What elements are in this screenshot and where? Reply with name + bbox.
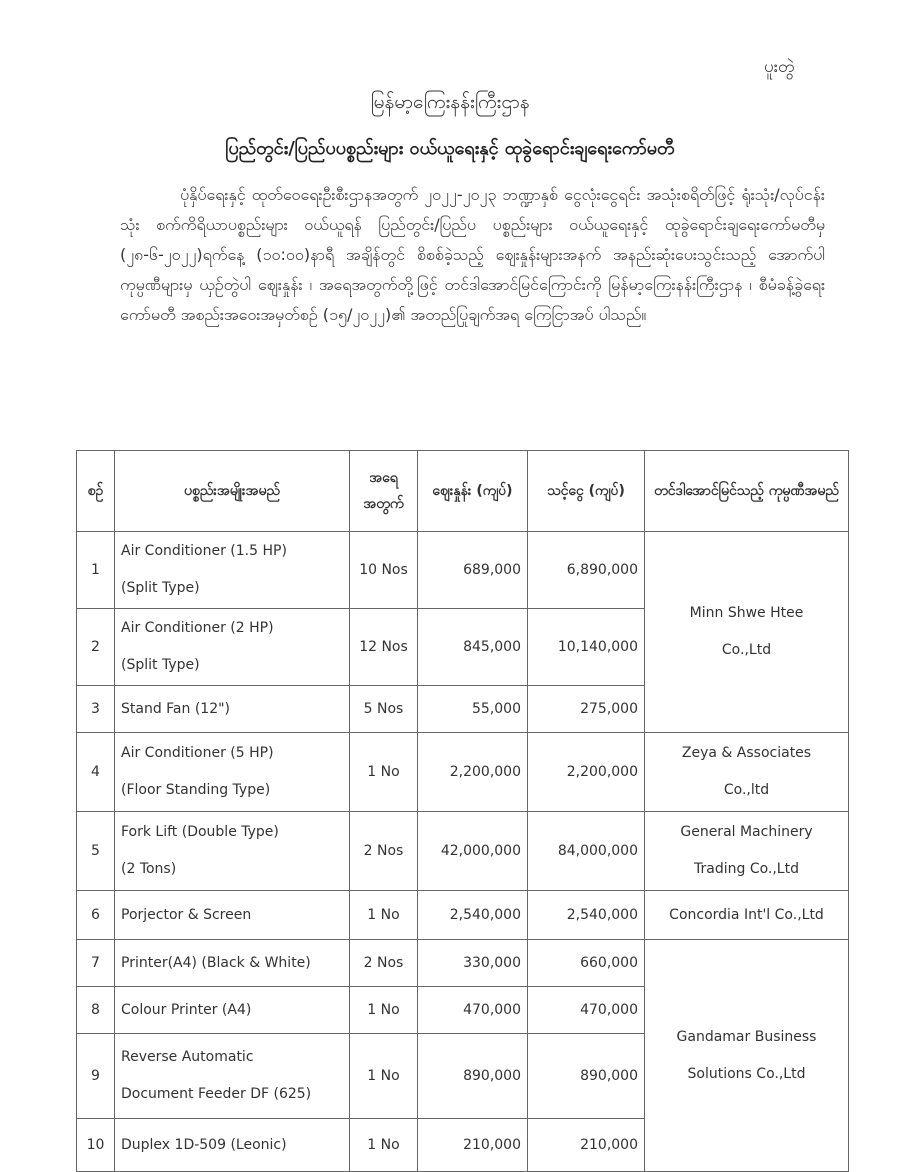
table-row [77,891,849,940]
row-supplier [645,812,849,891]
row-amount: 10,140,000 [528,609,645,686]
header-price: ဈေးနှုန်း (ကျပ်) [418,451,528,532]
row-qty: 5 Nos [350,686,418,733]
row-qty: 1 No [350,733,418,812]
description-line: (Split Type) [121,657,200,673]
organization-title: မြန်မာ့ကြေးနန်းကြီးဌာန [370,91,530,113]
table-row [77,733,849,812]
row-sn: 7 [77,940,115,987]
description-line: Fork Lift (Double Type) [121,824,279,840]
row-sn: 2 [77,609,115,686]
row-price: 845,000 [418,609,528,686]
row-description: Porjector & Screen [115,891,350,940]
row-description [115,532,350,609]
row-amount: 2,540,000 [528,891,645,940]
row-qty: 1 No [350,1034,418,1119]
header-sn: စဉ် [77,451,115,532]
description-line: Air Conditioner (2 HP) [121,620,274,636]
row-supplier [645,733,849,812]
row-qty: 2 Nos [350,812,418,891]
table-row [77,812,849,891]
row-price: 42,000,000 [418,812,528,891]
row-price: 470,000 [418,987,528,1034]
row-qty: 12 Nos [350,609,418,686]
row-amount: 275,000 [528,686,645,733]
supplier-line: Co.,ltd [723,782,770,798]
row-description [115,609,350,686]
table-row [77,940,849,987]
row-supplier [645,532,849,733]
row-description [115,812,350,891]
announcement-paragraph: ပုံနှိပ်ရေးနှင့် ထုတ်ဝေရေးဦးစီးဌာနအတွက် ၂၀၂၂-၂၀၂၃ ဘဏ္ဍာနှစ် ငွေလုံးငွေရင်း အသုံးစရိတ်ဖြင့် ရုံးသုံး/လုပ်ငန်းသုံး စက်ကိရိယာပစ္စည်းများ ဝယ်ယူရန် ပြည်တွင်း/ပြည်ပ ပစ္စည်းများ ဝယ်ယူရေးနှင့် ထုခွဲရောင်းချရေးကော်မတီမှ (၂၈-၆-၂၀၂၂)ရက်နေ့ (၁၀:၀၀)နာရီ အချိန်တွင် စိစစ်ခဲ့သည့် ဈေးနှုန်းများအနက် အနည်းဆုံးပေးသွင်းသည့် အောက်ပါ ကုမ္ပဏီများမှ ယှဉ်တွဲပါ ဈေးနှုန်း ၊ အရေအတွက်တို့ဖြင့် တင်ဒါအောင်မြင်ကြောင်းကို မြန်မာ့ကြေးနန်းကြီးဌာန ၊ စီမံခန့်ခွဲရေးကော်မတီ အစည်းအဝေးအမှတ်စဉ် (၁၅/၂၀၂၂)၏ အတည်ပြုချက်အရ ကြေငြာအပ် ပါသည်။ [120,185,825,324]
supplier-line: Trading Co.,Ltd [694,861,799,877]
supplier-line: Gandamar Business [676,1028,817,1045]
description-line: Document Feeder DF (625) [121,1086,312,1102]
table-header-row [77,451,849,532]
row-description [115,1034,350,1119]
row-price: 330,000 [418,940,528,987]
supplier-line: Minn Shwe Htee [689,605,804,621]
row-description [115,733,350,812]
row-price: 55,000 [418,686,528,733]
row-qty: 1 No [350,891,418,940]
committee-title: ပြည်တွင်း/ပြည်ပပစ္စည်းများ ဝယ်ယူရေးနှင့် ထုခွဲရောင်းချရေးကော်မတီ [225,138,675,159]
header-qty: အရေ အတွက် [350,451,418,532]
description-line: Air Conditioner (1.5 HP) [121,543,287,559]
row-sn: 10 [77,1119,115,1172]
row-sn: 5 [77,812,115,891]
row-amount: 6,890,000 [528,532,645,609]
supplier-line: Co.,Ltd [721,642,772,658]
row-amount: 660,000 [528,940,645,987]
row-sn: 4 [77,733,115,812]
row-amount: 84,000,000 [528,812,645,891]
description-line: Air Conditioner (5 HP) [121,745,274,761]
row-sn: 6 [77,891,115,940]
row-price: 2,540,000 [418,891,528,940]
annex-label: ပူးတွဲ [764,57,795,77]
supplier-line: Solutions Co.,Ltd [687,1065,806,1082]
row-sn: 3 [77,686,115,733]
row-price: 689,000 [418,532,528,609]
tender-results-table [76,450,849,1172]
row-price: 890,000 [418,1034,528,1119]
row-qty: 2 Nos [350,940,418,987]
supplier-line: General Machinery [680,824,813,840]
row-description: Duplex 1D-509 (Leonic) [115,1119,350,1172]
row-price: 2,200,000 [418,733,528,812]
row-sn: 1 [77,532,115,609]
row-qty: 1 No [350,1119,418,1172]
row-supplier: Concordia Int'l Co.,Ltd [645,891,849,940]
header-amount: သင့်ငွေ (ကျပ်) [528,451,645,532]
row-amount: 890,000 [528,1034,645,1119]
row-qty: 1 No [350,987,418,1034]
row-qty: 10 Nos [350,532,418,609]
row-amount: 2,200,000 [528,733,645,812]
row-description: Colour Printer (A4) [115,987,350,1034]
table-row [77,532,849,609]
header-supplier: တင်ဒါအောင်မြင်သည့် ကုမ္ပဏီအမည် [645,451,849,532]
row-sn: 8 [77,987,115,1034]
supplier-line: Zeya & Associates [681,745,812,761]
row-supplier [645,940,849,1172]
header-item: ပစ္စည်းအမျိုးအမည် [115,451,350,532]
row-description: Stand Fan (12") [115,686,350,733]
description-line: (Split Type) [121,580,200,596]
description-line: Reverse Automatic [121,1049,254,1065]
description-line: (2 Tons) [121,861,177,877]
row-description: Printer(A4) (Black & White) [115,940,350,987]
row-amount: 470,000 [528,987,645,1034]
description-line: (Floor Standing Type) [121,782,271,798]
row-amount: 210,000 [528,1119,645,1172]
row-sn: 9 [77,1034,115,1119]
row-price: 210,000 [418,1119,528,1172]
